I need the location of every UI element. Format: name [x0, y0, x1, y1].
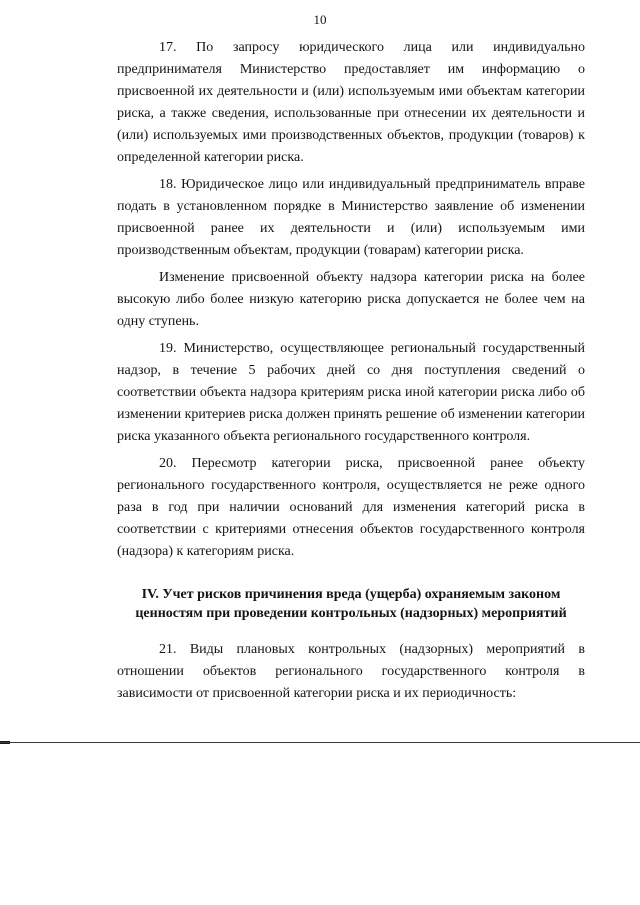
- paragraph-20: 20. Пересмотр категории риска, присвоенной ранее объекту регионального государственного контроля, осуществляется не реже одного раза в год при наличии оснований для изменения категорий риска в соответствии с критериями отнесения объектов государственного контроля (надзора) к категориям риска.: [117, 456, 585, 559]
- document-body: [117, 37, 585, 710]
- paragraph-18-continued: Изменение присвоенной объекту надзора категории риска на более высокую либо более низкую категорию риска допускается не более чем на одну ступень.: [117, 270, 585, 329]
- paragraph-19: 19. Министерство, осуществляющее региональный государственный надзор, в течение 5 рабочих дней со дня поступления сведений о соответствии объекта надзора критериям риска иной категории риска либо об изменении критериев риска должен принять решение об изменении категории риска указанного объекта регионального государственного контроля.: [117, 341, 585, 444]
- paragraph-21: 21. Виды плановых контрольных (надзорных) мероприятий в отношении объектов регионального государственного контроля в зависимости от присвоенной категории риска и их периодичность:: [117, 642, 585, 701]
- page-number: 10: [313, 12, 327, 27]
- section-heading: IV. Учет рисков причинения вреда (ущерба) охраняемым законом ценностям при проведении контрольных (надзорных) мероприятий: [135, 587, 567, 621]
- paragraph-17: 17. По запросу юридического лица или индивидуально предпринимателя Министерство предоставляет им информацию о присвоенной их деятельности и (или) используемым ими объектам категории риска, а также сведения, использованные при отнесении их деятельности и (или) используемых ими производственных объектов, продукции (товаров) к определенной категории риска.: [117, 40, 585, 165]
- paragraph-18: 18. Юридическое лицо или индивидуальный предприниматель вправе подать в установленном порядке в Министерство заявление об изменении присвоенной ранее их деятельности и (или) используемым ими производственным объектам, продукции (товарам) категории риска.: [117, 177, 585, 258]
- scan-artifact-line: [0, 742, 640, 743]
